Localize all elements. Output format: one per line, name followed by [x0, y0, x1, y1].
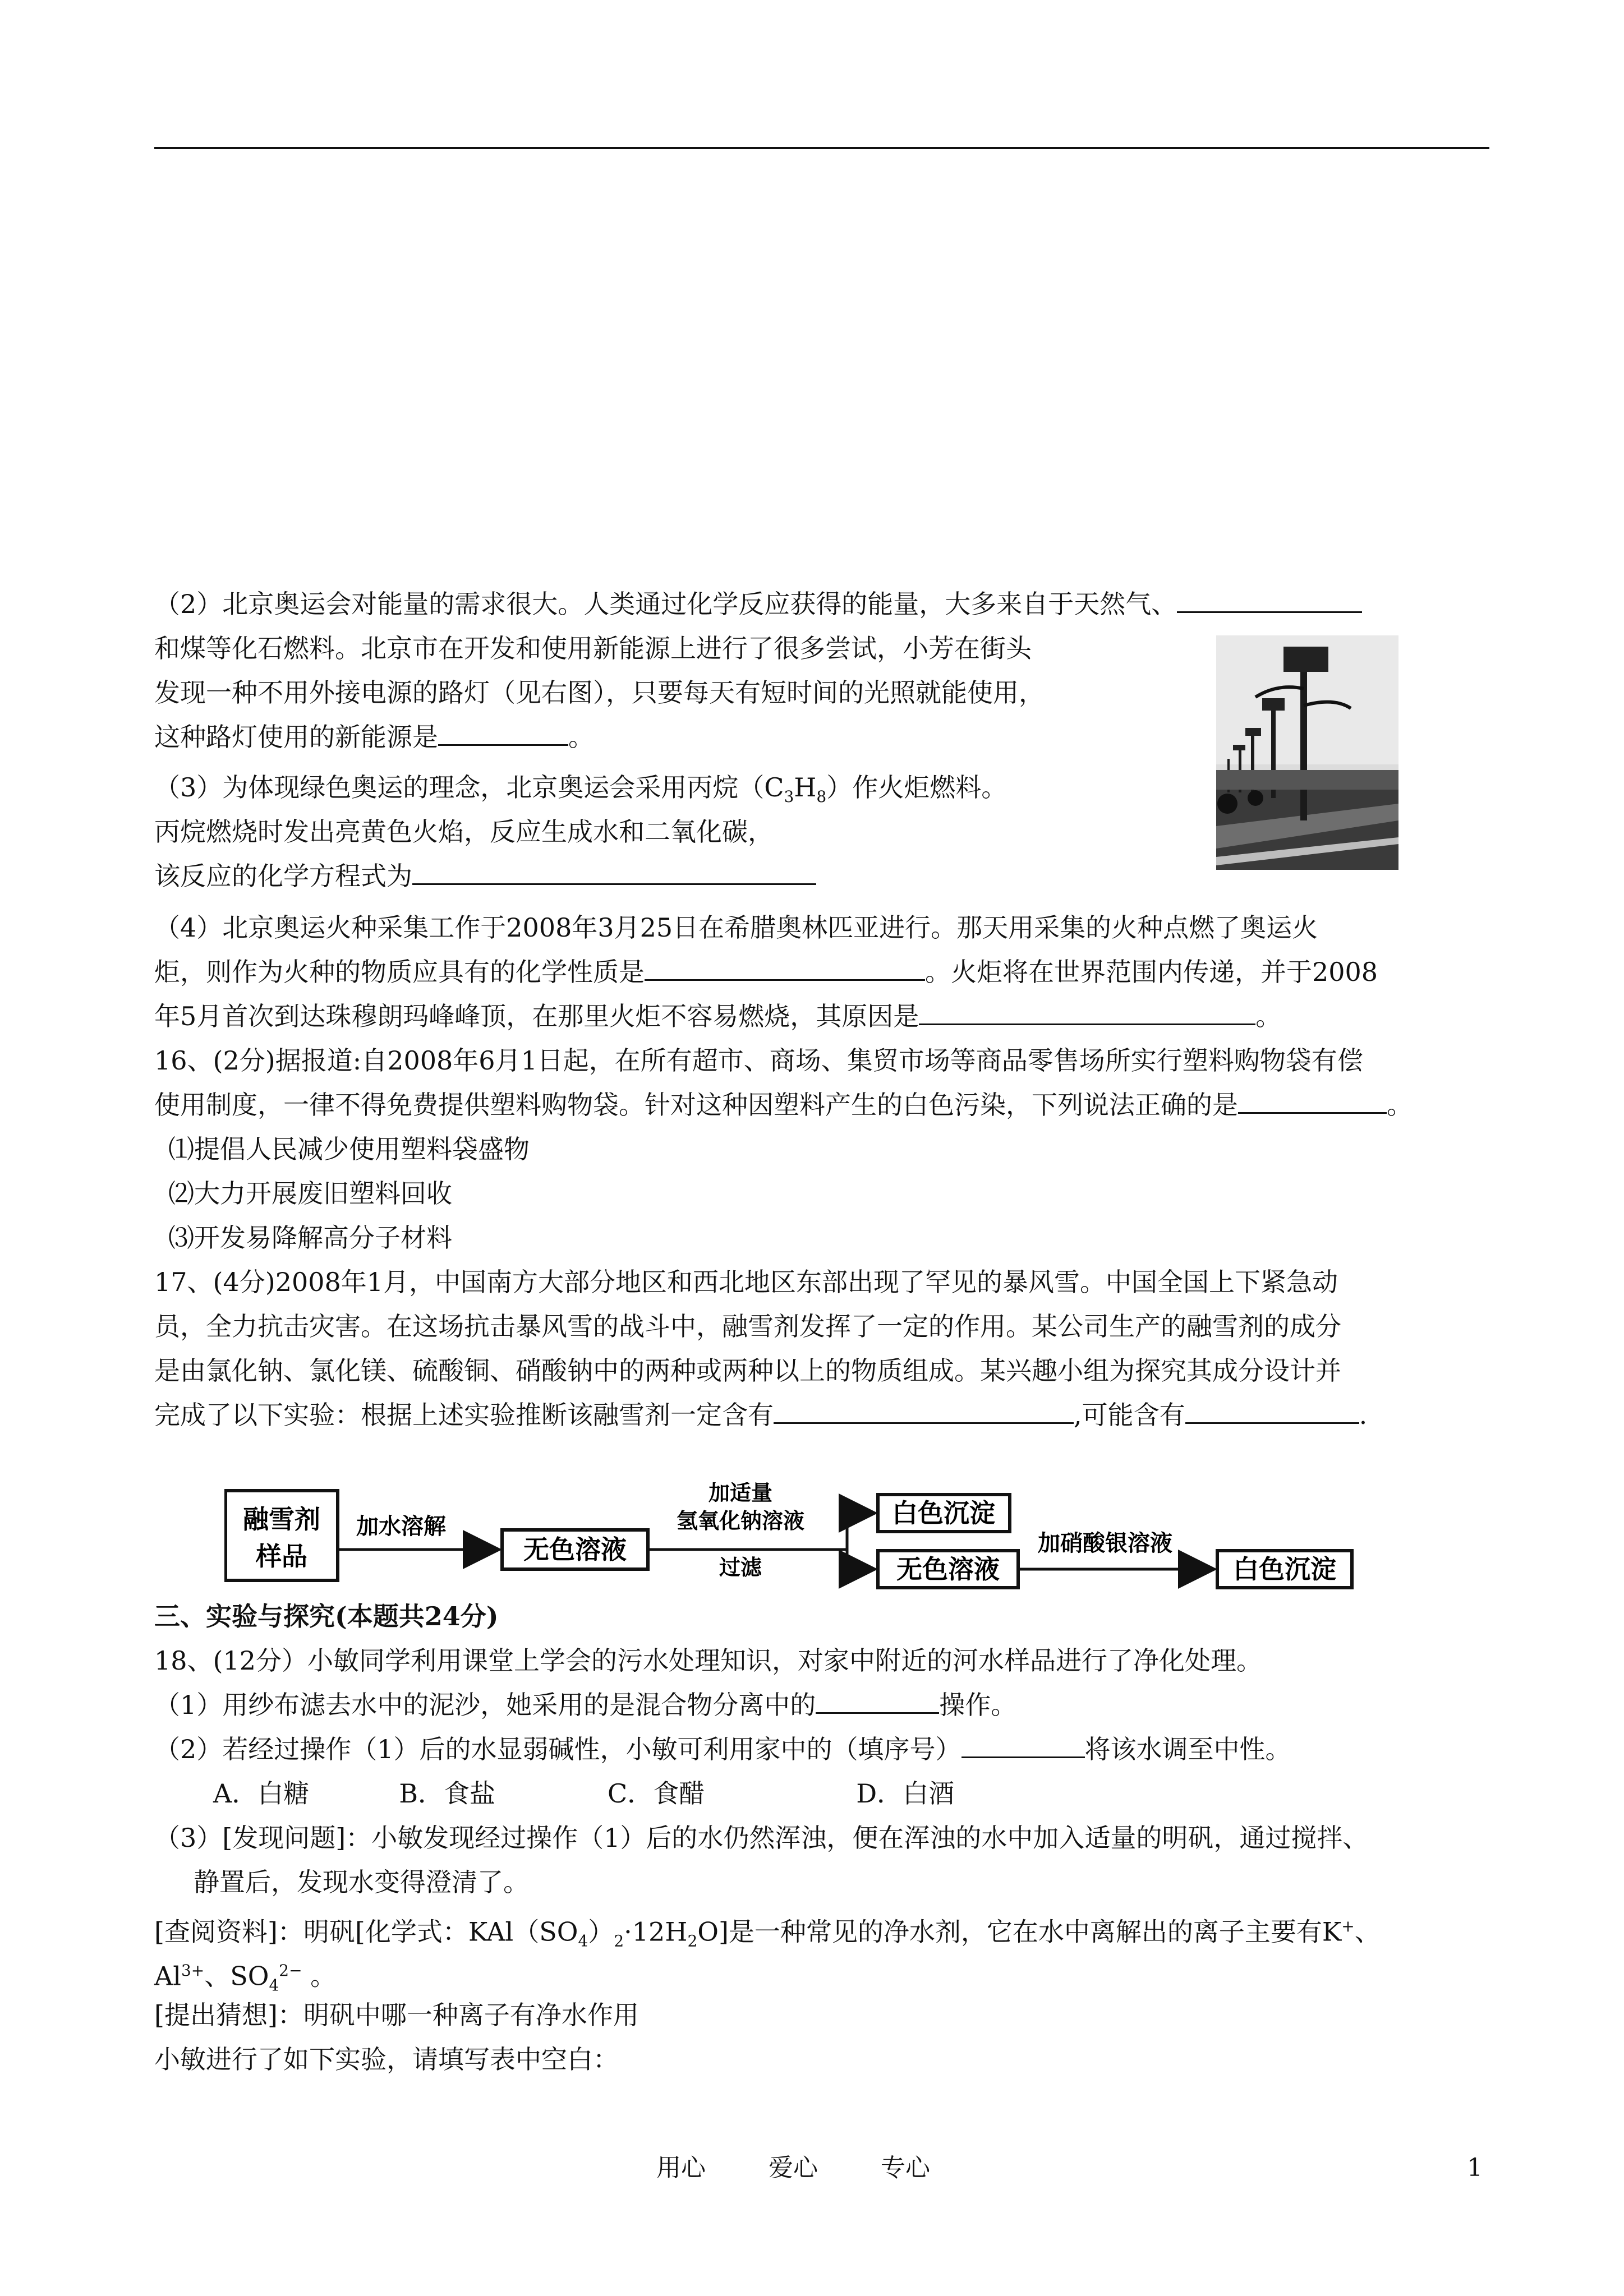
page-number: 1: [1467, 2154, 1483, 2182]
experiment-flowchart: [224, 1482, 1374, 1592]
flow-step-agno3: 加硝酸银溶液: [1038, 1530, 1172, 1556]
q17-line4: 完成了以下实验：根据上述实验推断该融雪剂一定含有 ,可能含有 .: [154, 1397, 1367, 1433]
q15-p2-line4: 这种路灯使用的新能源是 。: [154, 719, 594, 755]
flow-box-sample: [226, 1491, 338, 1580]
q15-p3-line3: 该反应的化学方程式为: [154, 858, 816, 894]
q16-line2: 使用制度，一律不得免费提供塑料购物袋。针对这种因塑料产生的白色污染，下列说法正确的是 。: [154, 1087, 1413, 1123]
flow-precipitate-1-label: 白色沉淀: [892, 1498, 995, 1528]
q18-option-b: B．食盐: [399, 1778, 496, 1809]
q18-part3-line1: （3）[发现问题]：小敏发现经过操作（1）后的水仍然浑浊，便在浑浊的水中加入适量的明矾，通过搅拌、: [154, 1823, 1369, 1853]
q17-line1: 17、(4分)2008年1月，中国南方大部分地区和西北地区东部出现了罕见的暴风雪。中国全国上下紧急动: [154, 1267, 1338, 1297]
answer-blank[interactable]: [438, 720, 568, 746]
flow-step-filter: 过滤: [719, 1555, 762, 1580]
q18-option-a: A．白糖: [213, 1778, 310, 1809]
q15-p2-line2: 和煤等化石燃料。北京市在开发和使用新能源上进行了很多尝试，小芳在街头: [154, 633, 1032, 663]
header-rule: [154, 147, 1489, 149]
q15-p4-line1: （4）北京奥运火种采集工作于2008年3月25日在希腊奥林匹亚进行。那天用采集的火种点燃了奥运火: [154, 912, 1318, 943]
q17-line3: 是由氯化钠、氯化镁、硫酸铜、硝酸钠中的两种或两种以上的物质组成。某兴趣小组为探究其成分设计并: [154, 1356, 1341, 1386]
q15-p4-line2: 炬，则作为火种的物质应具有的化学性质是 。火炬将在世界范围内传递，并于2008: [154, 954, 1378, 990]
q16-option-2: ⑵大力开展废旧塑料回收: [168, 1178, 452, 1209]
q16-option-1: ⑴提倡人民减少使用塑料袋盛物: [168, 1134, 530, 1164]
flow-step-naoh-1: 加适量: [708, 1482, 773, 1505]
q18-line1: 18、(12分）小敏同学利用课堂上学会的污水处理知识，对家中附近的河水样品进行了净化处理。: [154, 1645, 1263, 1676]
q18-ions: $Al^{3+}$、$SO_4^{2-}$ 。: [154, 1961, 337, 1995]
q18-part1: （1）用纱布滤去水中的泥沙，她采用的是混合物分离中的 操作。: [154, 1687, 1016, 1723]
answer-blank[interactable]: [919, 999, 1255, 1025]
q15-p2-line1: （2）北京奥运会对能量的需求很大。人类通过化学反应获得的能量，大多来自于天然气、: [154, 586, 1362, 622]
flow-box-solution-2: [878, 1551, 1018, 1588]
q17-line2: 员，全力抗击灾害。在这场抗击暴风雪的战斗中，融雪剂发挥了一定的作用。某公司生产的融雪剂的成分: [154, 1311, 1341, 1341]
q15-p3-line1: （3）为体现绿色奥运的理念，北京奥运会采用丙烷$(C_3H_8)$作火炬燃料。: [154, 772, 1007, 806]
flow-step-dissolve: 加水溶解: [356, 1514, 446, 1539]
flow-box-precipitate-1: [878, 1495, 1010, 1532]
answer-blank[interactable]: [816, 1688, 939, 1714]
q15-p2-line3: 发现一种不用外接电源的路灯（见右图），只要每天有短时间的光照就能使用，: [154, 677, 1045, 708]
q18-hypothesis: [提出猜想]：明矾中哪一种离子有净水作用: [154, 2000, 639, 2030]
flow-sample-label-1: 融雪剂: [243, 1504, 320, 1534]
answer-blank[interactable]: [774, 1398, 1074, 1424]
flow-solution-1-label: 无色溶液: [523, 1534, 627, 1565]
q18-instruction: 小敏进行了如下实验，请填写表中空白：: [154, 2044, 619, 2074]
q18-part2: （2）若经过操作（1）后的水显弱碱性，小敏可利用家中的（填序号） 将该水调至中性。: [154, 1731, 1291, 1767]
flow-solution-2-label: 无色溶液: [896, 1554, 1000, 1584]
q15-p3-line2: 丙烷燃烧时发出亮黄色火焰，反应生成水和二氧化碳，: [154, 817, 774, 847]
flow-box-precipitate-2: [1217, 1551, 1352, 1588]
answer-blank[interactable]: [1238, 1087, 1387, 1114]
flow-box-solution-1: [502, 1530, 648, 1569]
q15-p4-line3: 年5月首次到达珠穆朗玛峰峰顶，在那里火炬不容易燃烧，其原因是 。: [154, 998, 1281, 1034]
solar-street-lamp-photo: [1216, 635, 1398, 870]
q16-option-3: ⑶开发易降解高分子材料: [168, 1223, 452, 1253]
q18-option-c: C．食醋: [608, 1778, 705, 1809]
footer-motto-1: 用心: [656, 2154, 706, 2182]
q18-options: [213, 1776, 954, 1811]
q18-option-d: D．白酒: [856, 1778, 955, 1809]
footer-motto-2: 爱心: [769, 2154, 818, 2182]
footer-motto-3: 专心: [881, 2154, 930, 2182]
q16-line1: 16、(2分)据报道:自2008年6月1日起，在所有超市、商场、集贸市场等商品零售场所实行塑料购物袋有偿: [154, 1045, 1363, 1076]
q18-reference: [查阅资料]：明矾[化学式：$KAl(SO_4)_2\cdot 12H_2O$]是一种常见的净水剂，它在水中离解出的离子主要有K+、: [154, 1916, 1381, 1951]
answer-blank[interactable]: [1177, 587, 1362, 613]
flow-sample-label-2: 样品: [256, 1541, 307, 1571]
flow-precipitate-2-label: 白色沉淀: [1233, 1554, 1336, 1584]
answer-blank[interactable]: [961, 1732, 1085, 1758]
answer-blank[interactable]: [412, 859, 816, 885]
section-3-heading: 三、实验与探究(本题共24分): [154, 1601, 499, 1631]
flow-step-naoh-2: 氢氧化钠溶液: [676, 1509, 805, 1533]
q18-part3-line2: 静置后，发现水变得澄清了。: [194, 1867, 529, 1897]
answer-blank[interactable]: [645, 955, 925, 981]
answer-blank[interactable]: [1185, 1398, 1359, 1424]
